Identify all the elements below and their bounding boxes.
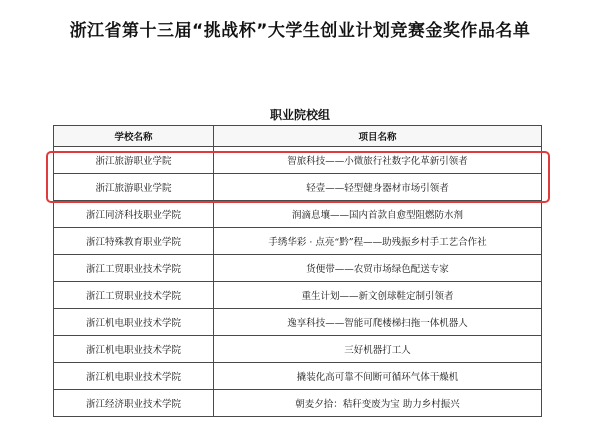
school-cell: 浙江机电职业技术学院 <box>54 336 214 363</box>
table-row <box>54 174 542 201</box>
project-cell: 手绣华彩 · 点亮“黔”程——助残振乡村手工艺合作社 <box>214 228 542 255</box>
table-row <box>54 201 542 228</box>
table-row <box>54 336 542 363</box>
award-table <box>53 125 542 417</box>
table-row <box>54 147 542 174</box>
project-cell: 货便带——农贸市场绿色配送专家 <box>214 255 542 282</box>
project-cell: 智旅科技——小微旅行社数字化革新引领者 <box>214 147 542 174</box>
school-cell: 浙江经济职业技术学院 <box>54 390 214 417</box>
project-cell: 轻壹——轻型健身器材市场引领者 <box>214 174 542 201</box>
table-row <box>54 228 542 255</box>
project-cell: 三好机器打工人 <box>214 336 542 363</box>
table-header-row <box>54 126 542 147</box>
project-cell: 润滴息壤——国内首款自愈型阻燃防水剂 <box>214 201 542 228</box>
group-title: 职业院校组 <box>269 108 330 122</box>
table-row <box>54 363 542 390</box>
header-project: 项目名称 <box>214 126 542 147</box>
table-row <box>54 309 542 336</box>
school-cell: 浙江机电职业技术学院 <box>54 309 214 336</box>
school-cell: 浙江工贸职业技术学院 <box>54 282 214 309</box>
table-row <box>54 390 542 417</box>
project-cell: 撬装化高可靠不间断可循环气体干燥机 <box>214 363 542 390</box>
header-school: 学校名称 <box>54 126 214 147</box>
table-row <box>54 282 542 309</box>
school-cell: 浙江旅游职业学院 <box>54 147 214 174</box>
project-cell: 朝麦夕拾：秸秆变废为宝 助力乡村振兴 <box>214 390 542 417</box>
project-cell: 重生计划——新文创球鞋定制引领者 <box>214 282 542 309</box>
school-cell: 浙江工贸职业技术学院 <box>54 255 214 282</box>
table-row <box>54 255 542 282</box>
school-cell: 浙江同济科技职业学院 <box>54 201 214 228</box>
project-cell: 逸享科技——智能可爬楼梯扫拖一体机器人 <box>214 309 542 336</box>
document-title: 浙江省第十三届“挑战杯”大学生创业计划竞赛金奖作品名单 <box>69 21 531 41</box>
school-cell: 浙江机电职业技术学院 <box>54 363 214 390</box>
school-cell: 浙江旅游职业学院 <box>54 174 214 201</box>
school-cell: 浙江特殊教育职业学院 <box>54 228 214 255</box>
